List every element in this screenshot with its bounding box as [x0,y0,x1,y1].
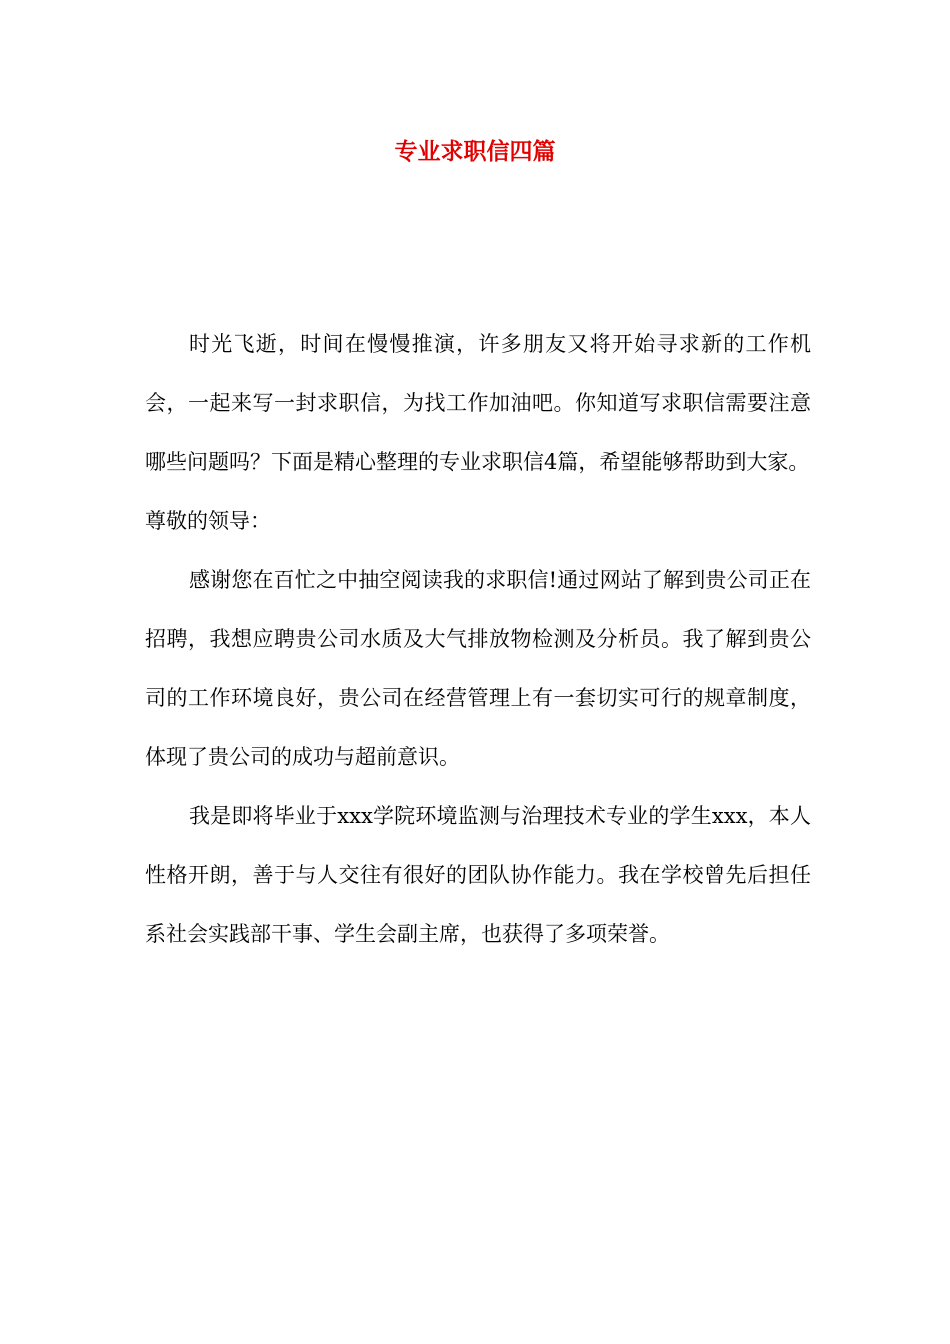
salutation: 尊敬的领导： [145,509,271,533]
intro-paragraph: 时光飞逝，时间在慢慢推演，许多朋友又将开始寻求新的工作机会，一起来写一封求职信，为找工作加油吧。你知道写求职信需要注意哪些问题吗？下面是精心整理的专业求职信4篇，希望能够帮助到大家。 [145,332,811,474]
document-body [145,315,811,964]
document-title: 专业求职信四篇 [394,139,556,165]
body-paragraph-2: 我是即将毕业于xxx学院环境监测与治理技术专业的学生xxx，本人性格开朗，善于与人交往有很好的团队协作能力。我在学校曾先后担任系社会实践部干事、学生会副主席，也获得了多项荣誉。 [145,804,811,946]
body-paragraph-1: 感谢您在百忙之中抽空阅读我的求职信!通过网站了解到贵公司正在招聘，我想应聘贵公司水质及大气排放物检测及分析员。我了解到贵公司的工作环境良好，贵公司在经营管理上有一套切实可行的规章制度，体现了贵公司的成功与超前意识。 [145,568,811,769]
